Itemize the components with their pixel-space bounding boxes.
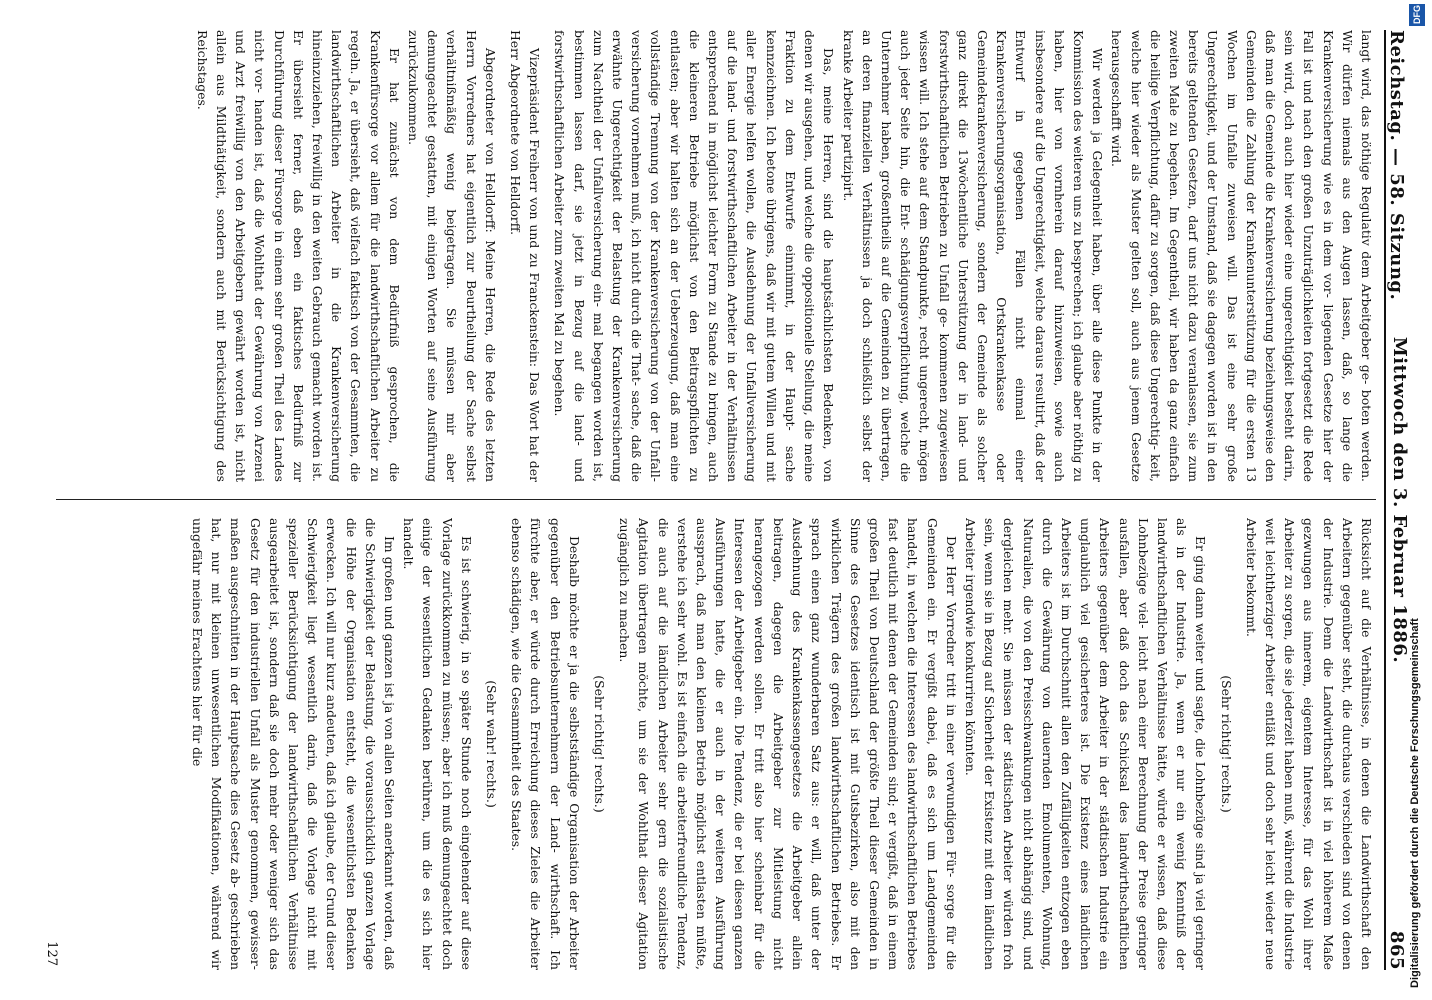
paragraph: Er ging dann weiter und sagte, die Lohnbezüge sind ja viel geringer als in der Industrie. Ja, wenn er nur ein wenig Kenntniß der landwirthschaftlichen Verhältnisse hätte, würde er wissen, daß diese Lohnbezüge viel- leicht nach einer Berechnung der Preise geringer ausfallen, aber daß doch das Schicksal des landwirthschaftlichen Arbeiters gegenüber dem Arbeiter in der städtischen Industrie ein unglaublich viel gesicherteres ist. Die Existenz eines ländlichen Arbeiters ist im Durchschnitt allen den Zufälligkeiten entzogen eben durch die Gewährung von dauernden Emolumenten, Wohnung, Naturalien, die von den Preisschwankungen nicht abhängig sind, und dergleichen mehr. Sie müssen der städtischen Arbeiter würden froh sein, wenn sie in Bezug auf Sicherheit der Existenz mit dem ländlichen Arbeiter irgendwie konkurriren könnten. — [962, 518, 1209, 970]
dfg-logo: DFG — [1409, 4, 1425, 26]
left-column — [36, 30, 1376, 482]
dfg-sidebar — [1401, 0, 1432, 1000]
column-divider — [56, 499, 1376, 500]
speaker-paragraph: Abgeordneter von Helldorff: Meine Herren, die Rede des letzten Herrn Vorredners hat eigentlich zur Beurtheilung der Sache selbst verhältnißmäßig wenig beigetragen. Sie müssen mir aber demungeachtet gestatten, mit einigen Worten auf seine Ausführung zurückzukommen. — [406, 30, 498, 482]
speaker-paragraph: Vizepräsident Freiherr von und zu Franckenstein: Das Wort hat der Herr Abgeordnete von Helldorff. — [508, 30, 543, 482]
paragraph: Der Herr Vorredner tritt in einer verwundigen Für- sorge für die Gemeinden ein. Er vergißt dabei, daß es sich um Landgemeinden handelt, in welchen die Interessen des landwirthschaftlichen Betriebes fast deutlich mit denen der Gemeinden sind; er vergißt, daß in einem großen Theil von Deutschland der größte Theil dieser Gemeinden in Sinne des Gesetzes identisch ist mit Gutsbezirken, also mit den wirklichen Trägern des großen landwirthschaftlichen Betriebes. Er sprach einen ganz wunderbaren Satz aus: er will, daß unter der Ausdehnung des Krankenkassengesetzes die Arbeitgeber allein beitragen, dagegen die Arbeitgeber zur Mitleistung nicht herangezogen werden sollen. Er tritt also hier scheinbar für die Interessen der Arbeitgeber ein. Die Tendenz, die er bei diesen ganzen Ausführungen hatte, die er auch in der weiteren Ausführung aussprach, daß man den kleinen Betrieb möglichst entlasten müßte, verstehe ich sehr wohl. Es ist einfach die arbeiterfreundliche Tendenz, die auch auf die ländlichen Arbeiter sehr gern die sozialistische Agitation übertragen möchte, um sie der Wohlthat dieser Agitation zugänglich zu machen. — [617, 518, 959, 970]
header-center: Mittwoch den 3. Februar 1886. — [1389, 336, 1410, 664]
dfg-banner-text: Digitalisierung gefördert durch die Deutsche Forschungsgemeinschaft — [1409, 618, 1421, 988]
interjection: (Sehr richtig! rechts.) — [1218, 675, 1234, 813]
paragraph: Rücksicht auf die Verhältnisse, in denen die Landwirthschaft den Arbeitern gegenüber steht, die durchaus verschieden sind von denen der Industrie. Denn die Landwirthschaft ist in viel höherem Maße gezwungen aus innerem, eigentem Interesse, für das Wohl ihrer Arbeiter zu sorgen, die sie jederzeit haben muß, während die Industrie weit leichtherziger Arbeiter entläßt und doch sehr leicht wieder neue Arbeiter bekommt. — [1243, 518, 1374, 970]
interjection: (Sehr wahr! rechts.) — [484, 680, 500, 808]
right-column — [36, 518, 1376, 970]
paragraph: Deshalb möchte er ja die selbstständige Organisation der Arbeiter gegenüber den Betriebsunternehmern der Land- wirthschaft. Ich fürchte aber, er würde durch Erreichung dieses Zieles die Arbeiter ebenso schädigen, wie die Gesammtheit des Staates. — [509, 518, 582, 970]
page-signature: 127 — [44, 941, 60, 966]
header-left: Reichstag. — 58. Sitzung. — [1386, 30, 1407, 301]
paragraph: Im großen und ganzen ist ja von allen Seiten anerkannt worden, daß die Schwierigkeit der Belastung, die vorausschicklich ganzen Vorlage die Höhe der Organisation entsteht, die wesentlichsten Bedenken erwecken. Ich will nur kurz andeuten, daß ich glaube, der Grund dieser Schwierigkeit liegt wesentlich darin, daß die Vorlage nicht mit spezieller Berücksichtigung der landwirthschaftlichen Verhältnisse ausgearbeitet ist, sondern daß sie doch mehr oder weniger sich das Gesetz für den industriellen Unfall als Muster genommen, gewisser- maßen ausgeschnitten in der Hauptsache dies Gesetz ab- geschrieben hat, nur mit kleinen unwesentlichen Modifikationen, während wir ungefähr meines Erachtens hier für die — [190, 518, 398, 970]
paragraph: Es ist schwierig, in so später Stunde noch eingehender auf diese Vorlage zurückkommen zu müssen; aber ich muß demungeachtet doch einige der wesentlichen Gedanken berühren, um die es sich hier handelt. — [401, 518, 474, 970]
interjection: (Sehr richtig! rechts.) — [592, 675, 608, 813]
paragraph: Wir werden ja Gelegenheit haben, über alle diese Punkte in der Kommission des weiteren uns zu besprechen; ich glaube aber nöthig zu haben, hier von vornherein darauf hinzuweisen, sowie auch insbesondere auf die Ungerechtigkeit, welche daraus resultirt, daß der Entwurf in gegebenen Fällen nicht einmal einer Krankenversicherungsorganisation, Ortskrankenkasse oder Gemeindekrankenversicherung, sondern der Gemeinde als solcher ganz direkt die 13wöchentliche Unterstützung der in land- und forstwirthschaftlichen Betrieben zu Unfall ge- kommenen zugewiesen wissen will. Ich stehe auf dem Standpunkte, recht ungerecht, mögen auch jeder Seite hin, die Ent- schädigungsverpflichtung, welche die Unternehmer haben, großentheils auf die Gemeinden zu übertragen, an deren finanziellen Verhältnissen ja doch schließlich selbst der kranke Arbeiter partizipirt. — [840, 30, 1106, 482]
paragraph: langt wird, das nöthige Regulativ dem Arbeitgeber ge- boten werden. Wir dürfen niemals aus den Augen lassen, daß, so lange die Krankenversicherung wie es in dem vor- liegenden Gesetze hier der Fall ist und nach den großen Unzuträglichkeiten fortgesetzt die Rede sein wird, doch auch hier wieder eine ungerechtigkeit besteht darin, daß man die Gemeinde die Krankenversicherung beziehungsweise den Gemeinden die Zahlung der Krankenunterstützung für die ersten 13 Wochen im Unfalle zuweisen will. Das ist eine sehr große Ungerechtigkeit, und der Umstand, daß sie dagegen worden ist in den bereits geltenden Gesetzen, darf uns nicht dazu veranlassen, sie zum zweiten Male zu begehen. Im Gegentheil, wir haben da ganz einfach die heilige Verpflichtung, dafür zu sorgen, daß diese Ungerechtig- keit, welche hier wieder als Muster gelten soll, auch aus jenem Gesetze herausgeschafft wird. — [1109, 30, 1374, 482]
paragraph: Er hat zunächst von dem Bedürfniß gesprochen, die Krankenfürsorge vor allem für die landwirthschaftlichen Arbeiter zu regeln. Ja, er übersieht, daß vielfach faktisch von der Gesammten, die landwirthschaftlichen Arbeiter in die Krankenversicherung hineinzuziehen, freiwillig in den weiten Gebrauch gemacht worden ist. Er übersieht ferner, daß eben ein faktisches Bedürfniß zur Durchführung dieser Fürsorge in einem sehr großen Theil des Landes nicht vor- handen ist, daß die Wohlthat der Gewährung von Arzenei und Arzt freiwillig von den Arbeitgebern gewährt worden ist, nicht allein aus Mildthätigkeit, sondern auch mit Berücksichtigung des Reichstages. — [194, 30, 402, 482]
header-page-number: 865 — [1386, 930, 1407, 970]
paragraph: Das, meine Herren, sind die hauptsächlichsten Bedenken, von denen wir ausgehen, und welche die oppositionelle Stellung, die meine Fraktion zu dem Entwurfe einnimmt, in der Haupt- sache kennzeichnen. Ich betone übrigens, daß wir mit gutem Willen und mit aller Energie helfen wollen, die Ausdehnung der Unfallversicherung auf die land- und forstwirthschaftlichen Arbeiter in der Verhältnissen entsprechend in möglichst leichter Form zu Stande zu bringen, auch die kleineren Betriebe möglichst von den Beitragspflichten zu entlasten; aber wir halten sich an der Ueberzeugung, daß man eine vollständige Trennung von der Krankenversicherung von der Unfall- versicherung vornehmen muß, ich nicht durch die That- sache, daß die erwähnte Ungerechtigkeit der Belastung der Krankenversicherung zum Nachtheil der Unfallversicherung ein- mal begangen worden ist, bestimmen lassen darf, sie jetzt in Bezug auf die land- und forstwirthschaftlichen Arbeiter zum zweiten Mal zu begehen. — [552, 30, 837, 482]
